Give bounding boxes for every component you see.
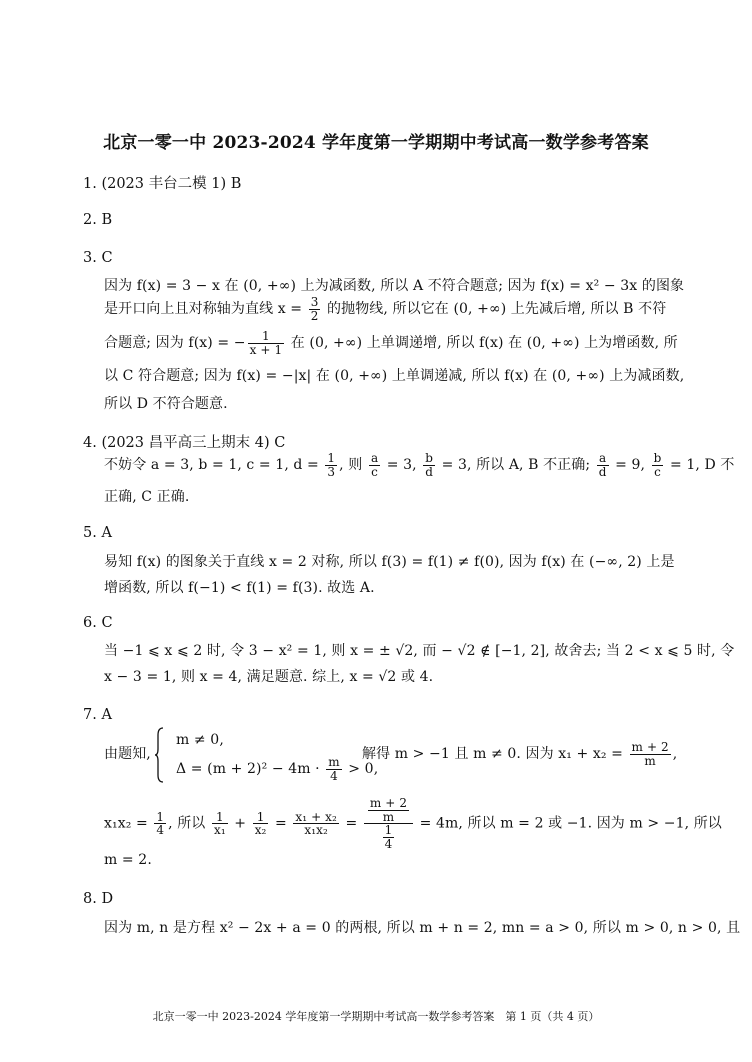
answer-6-line-2: x − 3 = 1, 则 x = 4, 满足题意. 综上, x = √2 或 4. (104, 669, 434, 685)
fraction: $\frac{a}{d}$ (598, 451, 607, 479)
answer-3-line-1: 因为 f(x) = 3 − x 在 (0, +∞) 上为减函数, 所以 A 不符合题意; 因为 f(x) = x² − 3x 的图象 (104, 278, 685, 294)
answer-5-line-2: 增函数, 所以 f(−1) < f(1) = f(3). 故选 A. (104, 580, 375, 596)
fraction: $\frac{1}{4}$ (156, 809, 165, 838)
fraction: $\frac{1}{x + 1}$ (249, 329, 283, 357)
fraction: $\frac{b}{c}$ (653, 451, 662, 479)
answer-3-line-3: 合题意; 因为 f(x) = − $\frac{1}{x + 1}$ 在 (0, +∞) 上单调递增, 所以 f(x) 在 (0, +∞) 上为增函数, 所 (104, 329, 678, 357)
fraction: $\frac{m + 2}{m}$ (631, 740, 669, 768)
answer-1-heading: 1. (2023 丰台二模 1) B (83, 176, 242, 192)
answer-3-line-2: 是开口向上且对称轴为直线 x = $\frac{3}{2}$ 的抛物线, 所以它在 (0, +∞) 上先减后增, 所以 B 不符 (104, 295, 667, 323)
answer-4-line-1: 不妨令 a = 3, b = 1, c = 1, d = $\frac{1}{3}$ , 则 $\frac{a}{c}$ = 3, $\frac{b}{d}$ = 3, 所以 A, B 不正确; $\frac{a}{d}$ = 9, $\frac{b}{c}$ = 1, D 不 (104, 451, 735, 479)
fraction: $\frac{1}{3}$ (327, 451, 336, 479)
answer-7-line-2: x₁x₂ = $\frac{1}{4}$ , 所以 $\frac{1}{\text{x₁}}$ + $\frac{1}{\text{x₂}}$ = $\frac{\text{x₁ + x₂}}{\text{x₁x₂}}$ = $\frac{\frac{m + 2}{m}}{\frac{1}{4}}$ = 4m, 所以 m = 2 或 −1. 因为 m > −1, 所以 (104, 796, 722, 851)
answer-6-heading: 6. C (83, 615, 113, 631)
answer-5-heading: 5. A (83, 525, 112, 541)
compound-fraction (364, 797, 413, 850)
answer-3-heading: 3. C (83, 250, 113, 266)
answer-2-heading: 2. B (83, 212, 113, 228)
page-footer: 北京一零一中 2023-2024 学年度第一学期期中考试高一数学参考答案 第 1 页（共 4 页） (152, 1010, 600, 1023)
answer-4-heading: 4. (2023 昌平高三上期末 4) C (83, 435, 286, 451)
answer-7-line-1-tail: 解得 m > −1 且 m ≠ 0. 因为 x₁ + x₂ = $\frac{m + 2}{m}$ , (362, 740, 678, 768)
answer-7-lead: 由题知, (104, 746, 151, 762)
left-brace-icon (154, 727, 164, 783)
answer-7-heading: 7. A (83, 707, 112, 723)
document-title: 北京一零一中 2023-2024 学年度第一学期期中考试高一数学参考答案 (103, 133, 649, 153)
fraction: $\frac{\text{x₁ + x₂}}{\text{x₁x₂}}$ (295, 809, 337, 838)
answer-7-system-line-1: m ≠ 0, (176, 732, 224, 748)
answer-8-heading: 8. D (83, 891, 114, 907)
answer-6-line-1: 当 −1 ⩽ x ⩽ 2 时, 令 3 − x² = 1, 则 x = ± √2, 而 − √2 ∉ [−1, 2], 故舍去; 当 2 < x ⩽ 5 时, 令 (104, 643, 735, 659)
answer-7-line-3: m = 2. (104, 852, 152, 868)
fraction: $\frac{a}{c}$ (370, 451, 379, 479)
answer-5-line-1: 易知 f(x) 的图象关于直线 x = 2 对称, 所以 f(3) = f(1) ≠ f(0), 因为 f(x) 在 (−∞, 2) 上是 (104, 554, 675, 570)
answer-8-line-1: 因为 m, n 是方程 x² − 2x + a = 0 的两根, 所以 m + n = 2, mn = a > 0, 所以 m > 0, n > 0, 且 (104, 920, 741, 936)
answer-3-line-5: 所以 D 不符合题意. (104, 396, 228, 412)
fraction: $\frac{1}{\text{x₂}}$ (254, 809, 267, 838)
fraction: $\frac{m + 2}{m}$ (369, 796, 408, 824)
answer-4-line-2: 正确, C 正确. (104, 489, 190, 505)
fraction: $\frac{3}{2}$ (310, 295, 319, 323)
answer-7-system-line-2: Δ = (m + 2)² − 4m · $\frac{m}{4}$ > 0, (176, 755, 379, 783)
fraction: $\frac{1}{\text{x₁}}$ (213, 809, 226, 838)
fraction: $\frac{1}{4}$ (384, 823, 393, 851)
fraction: $\frac{m}{4}$ (328, 755, 340, 783)
fraction: $\frac{b}{d}$ (425, 451, 434, 479)
answer-3-line-4: 以 C 符合题意; 因为 f(x) = −|x| 在 (0, +∞) 上单调递减, 所以 f(x) 在 (0, +∞) 上为减函数, (104, 368, 685, 384)
